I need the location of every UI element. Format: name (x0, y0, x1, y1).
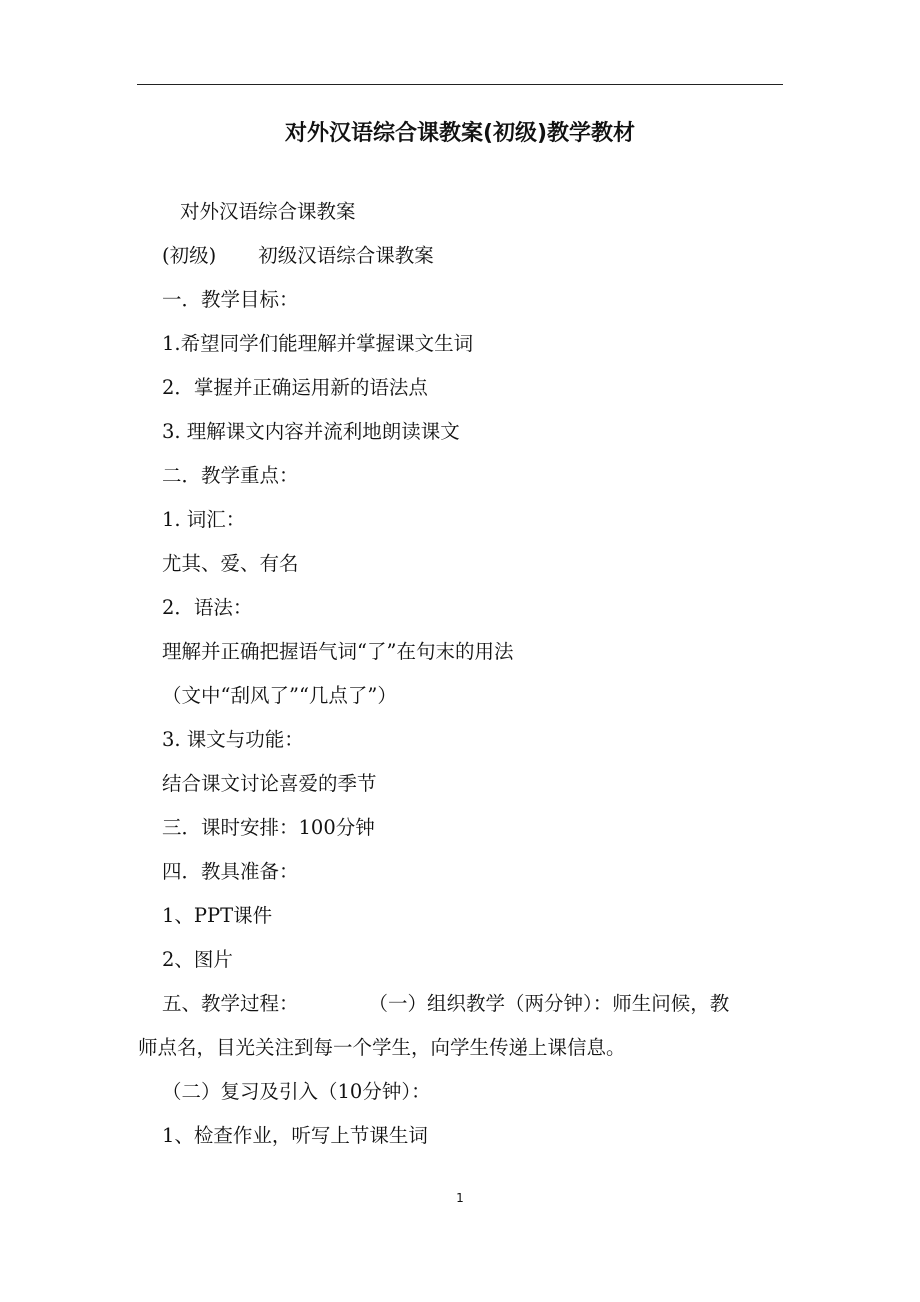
list-item: 1.希望同学们能理解并掌握课文生词 (162, 332, 474, 355)
level-line (162, 242, 434, 270)
list-item: 1、PPT课件 (162, 904, 273, 927)
section-heading: 一．教学目标： (162, 288, 299, 311)
list-item: 2．掌握并正确运用新的语法点 (162, 376, 428, 399)
section-heading: 二．教学重点： (162, 464, 299, 487)
paragraph-line: 结合课文讨论喜爱的季节 (162, 772, 377, 795)
document-title: 对外汉语综合课教案(初级)教学教材 (284, 121, 636, 146)
list-item: 2、图片 (162, 948, 233, 971)
level-label: (初级) (162, 244, 217, 267)
list-item: 2．语法： (162, 596, 253, 619)
subtitle-line: 对外汉语综合课教案 (180, 200, 356, 223)
section-heading: 三．课时安排：100分钟 (162, 816, 375, 839)
page-number: 1 (456, 1191, 464, 1205)
section-heading: 五、教学过程： (162, 992, 299, 1015)
paragraph-line: （文中“刮风了”“几点了”） (162, 684, 397, 707)
list-item: 3. 课文与功能： (162, 728, 304, 751)
list-item: 1、检查作业，听写上节课生词 (162, 1124, 428, 1147)
level-course-name: 初级汉语综合课教案 (258, 244, 434, 267)
list-item: 3. 理解课文内容并流利地朗读课文 (162, 420, 460, 443)
process-line (162, 990, 729, 1018)
section-heading: 四．教具准备： (162, 860, 299, 883)
paragraph-line: 理解并正确把握语气词“了”在句末的用法 (162, 640, 514, 663)
subsection-heading: （二）复习及引入（10分钟）： (162, 1080, 431, 1103)
header-rule (137, 84, 783, 85)
paragraph-line: 师点名，目光关注到每一个学生，向学生传递上课信息。 (138, 1036, 626, 1059)
paragraph-line: （一）组织教学（两分钟）：师生问候，教 (368, 992, 730, 1015)
list-item: 1. 词汇： (162, 508, 246, 531)
paragraph-line: 尤其、爱、有名 (162, 552, 299, 575)
